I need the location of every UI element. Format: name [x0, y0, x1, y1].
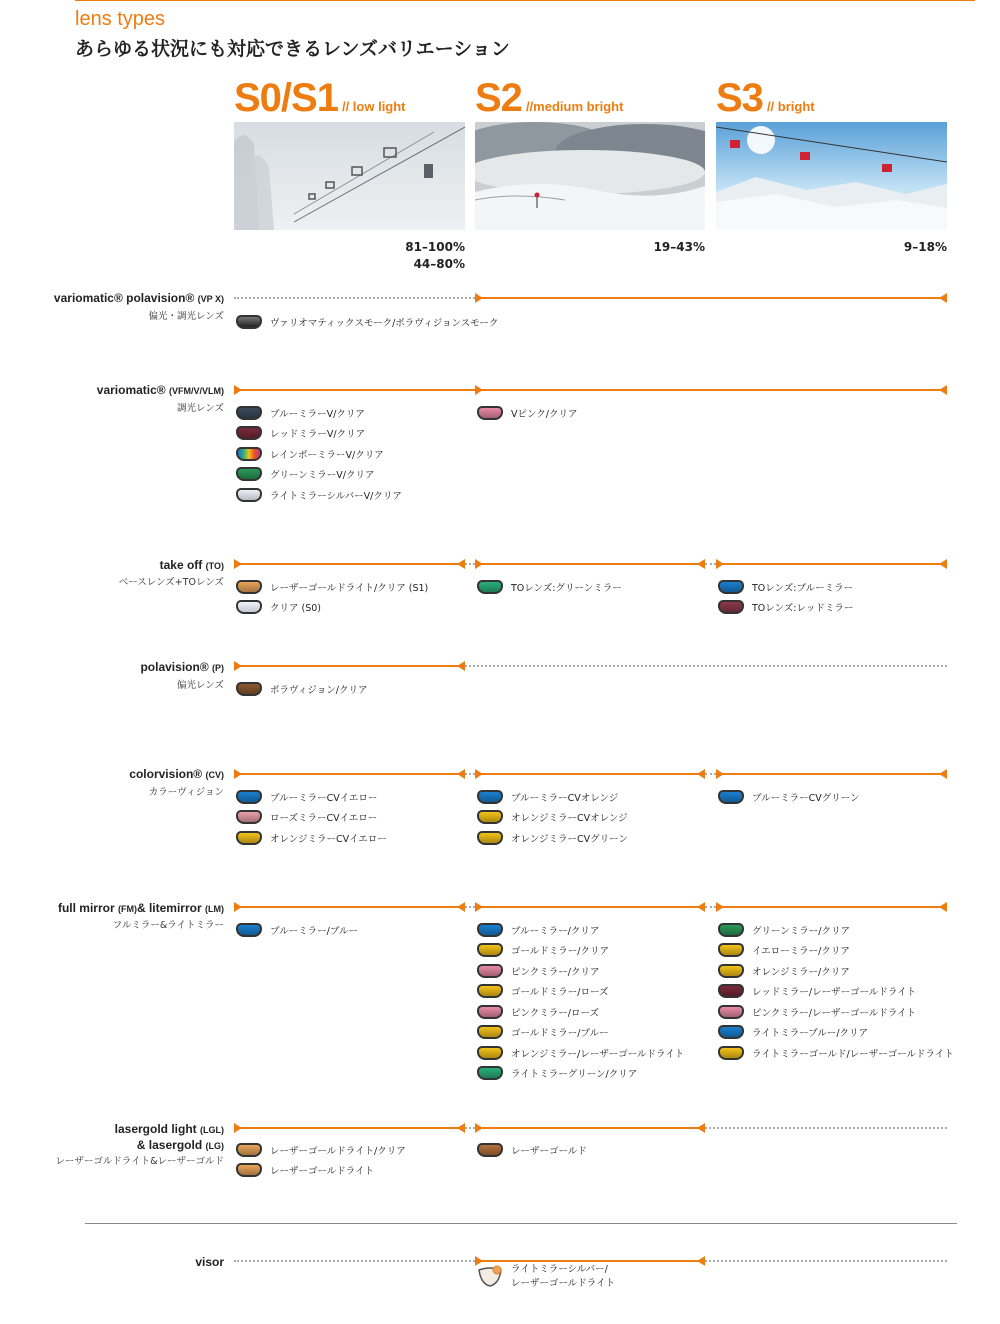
- lens-label: ピンクミラー/クリア: [511, 966, 600, 978]
- lens-label: ブルーミラーCVオレンジ: [511, 792, 619, 804]
- list-lg-s01: [236, 1141, 406, 1182]
- availability-line-takeoff: [465, 563, 475, 565]
- category-s3-percent: [716, 239, 947, 256]
- lens-swatch-icon: [477, 580, 503, 594]
- arrow-left-icon: [457, 1123, 465, 1133]
- arrow-left-icon: [457, 769, 465, 779]
- page-title: あらゆる状況にも対応できるレンズバリエーション: [75, 38, 510, 60]
- lens-swatch-icon: [477, 943, 503, 957]
- row-title-fullmirror: full mirror (FM)& litemirror (LM): [57, 901, 224, 915]
- lens-label: TOレンズ:グリーンミラー: [511, 582, 622, 594]
- lens-swatch-icon: [477, 984, 503, 998]
- lens-item: [477, 829, 628, 846]
- lens-label: オレンジミラー/クリア: [752, 966, 850, 978]
- row-title-colorvision: colorvision® (CV): [129, 767, 224, 781]
- lens-item: [236, 921, 358, 938]
- lens-label: オレンジミラーCVグリーン: [511, 833, 628, 845]
- lens-swatch-icon: [477, 1143, 503, 1157]
- lens-swatch-icon: [477, 831, 503, 845]
- lens-label: レーザーゴールド: [511, 1145, 587, 1157]
- lens-label: レインボーミラーV/クリア: [270, 449, 384, 461]
- lens-label: レーザーゴールドライト/クリア (S1): [270, 582, 429, 594]
- lens-item: [236, 486, 402, 503]
- lens-label: ブルーミラー/クリア: [511, 925, 600, 937]
- category-s3-header: [716, 76, 815, 121]
- lens-item: [477, 809, 628, 826]
- availability-line-colorvision: [475, 773, 705, 775]
- availability-line-variomatic: [234, 389, 947, 391]
- arrow-left-icon: [939, 559, 947, 569]
- list-cv-s01: [236, 788, 387, 850]
- lens-swatch-icon: [236, 488, 262, 502]
- percent-value: 81–100%: [405, 240, 465, 254]
- arrow-right-icon: [716, 559, 724, 569]
- arrow-left-icon: [457, 902, 465, 912]
- percent-value: 9–18%: [903, 240, 947, 254]
- arrow-left-icon: [457, 559, 465, 569]
- availability-line-takeoff: [716, 563, 947, 565]
- lens-item: [477, 578, 622, 595]
- arrow-left-icon: [697, 559, 705, 569]
- lens-swatch-icon: [477, 1046, 503, 1060]
- photo-sunny-chairlift: [716, 122, 947, 230]
- availability-line-polavision: [234, 665, 465, 667]
- arrow-left-icon: [939, 385, 947, 395]
- lens-item: [477, 788, 628, 805]
- lens-swatch-icon: [477, 790, 503, 804]
- list-cv-s3: [718, 788, 860, 809]
- list-visor-s2: [477, 1263, 616, 1289]
- lens-item: [477, 983, 684, 1000]
- lens-label: ライトミラーシルバー/: [511, 1263, 608, 1275]
- lens-item: [236, 829, 387, 846]
- top-rule: [75, 0, 975, 1]
- availability-line-colorvision: [465, 773, 475, 775]
- lens-swatch-icon: [236, 1163, 262, 1177]
- lens-item: [236, 445, 402, 462]
- lens-label: グリーンミラーV/クリア: [270, 470, 375, 481]
- lens-swatch-icon: [718, 1046, 744, 1060]
- arrow-right-icon: [234, 1123, 242, 1133]
- lens-swatch-icon: [477, 1005, 503, 1019]
- availability-line-colorvision: [705, 773, 716, 775]
- lens-item: [718, 962, 954, 979]
- row-title-polavision: polavision® (P): [140, 660, 224, 674]
- lens-swatch-icon: [236, 810, 262, 824]
- list-lg-s2: [477, 1141, 587, 1162]
- lens-label: ライトミラーグリーン/クリア: [511, 1069, 638, 1080]
- lens-label: オレンジミラー/レーザーゴールドライト: [511, 1048, 685, 1060]
- list-vpx-s2: [236, 313, 498, 334]
- visor-lens-icon: [477, 1264, 503, 1290]
- category-s01-percent: [234, 239, 465, 273]
- lens-swatch-icon: [718, 1005, 744, 1019]
- lens-item: [718, 578, 853, 595]
- arrow-left-icon: [939, 293, 947, 303]
- category-label: S3: [716, 76, 763, 120]
- arrow-right-icon: [475, 559, 483, 569]
- lens-item: [477, 1141, 587, 1158]
- category-sub: // low light: [341, 99, 406, 114]
- arrow-right-icon: [475, 385, 483, 395]
- availability-line-colorvision: [234, 773, 465, 775]
- row-jp-fullmirror: フルミラー&ライトミラー: [112, 920, 224, 931]
- row-jp-vpx: 偏光・調光レンズ: [148, 311, 224, 322]
- lens-item: [718, 599, 853, 616]
- lens-swatch-icon: [718, 790, 744, 804]
- lens-label: TOレンズ:レッドミラー: [752, 603, 854, 614]
- category-sub: // bright: [766, 99, 815, 114]
- availability-line-lasergold: [465, 1127, 475, 1129]
- lens-item: [236, 809, 387, 826]
- availability-line-lasergold: [475, 1127, 705, 1129]
- list-fm-s3: [718, 921, 954, 1065]
- arrow-left-icon: [697, 1123, 705, 1133]
- lens-swatch-icon: [236, 923, 262, 937]
- lens-label: レーザーゴールドライト: [270, 1166, 375, 1177]
- lens-item: [236, 1162, 406, 1179]
- lens-item: [477, 921, 684, 938]
- lens-swatch-icon: [236, 426, 262, 440]
- lens-swatch-icon: [236, 682, 262, 696]
- lens-item: [718, 1044, 954, 1061]
- list-fm-s01: [236, 921, 358, 942]
- arrow-left-icon: [939, 769, 947, 779]
- category-s2-percent: [475, 239, 705, 256]
- lens-item: [477, 1044, 684, 1061]
- lens-item: [236, 404, 402, 421]
- list-vario-s01: [236, 404, 402, 507]
- availability-line-fullmirror: [716, 906, 947, 908]
- list-to-s01: [236, 578, 428, 619]
- lens-label: レーザーゴールドライト/クリア: [270, 1145, 406, 1157]
- arrow-right-icon: [234, 385, 242, 395]
- lens-item: [236, 599, 428, 616]
- lens-label: ピンクミラー/レーザーゴールドライト: [752, 1007, 917, 1019]
- lens-label: レッドミラーV/クリア: [270, 429, 366, 440]
- arrow-right-icon: [234, 902, 242, 912]
- lens-item: [477, 1263, 616, 1289]
- lens-swatch-icon: [718, 600, 744, 614]
- lens-swatch-icon: [718, 984, 744, 998]
- row-title-vpx: variomatic® polavision® (VP X): [53, 291, 224, 305]
- row-jp-takeoff: ベースレンズ+TOレンズ: [118, 577, 224, 588]
- lens-label: グリーンミラー/クリア: [752, 925, 851, 937]
- lens-item: [477, 962, 684, 979]
- lens-item: [236, 788, 387, 805]
- lens-swatch-icon: [236, 315, 262, 329]
- lens-swatch-icon: [236, 600, 262, 614]
- arrow-right-icon: [716, 902, 724, 912]
- lens-item: [718, 983, 954, 1000]
- lens-item: [477, 1003, 684, 1020]
- lens-item: [236, 680, 367, 697]
- lens-swatch-icon: [236, 406, 262, 420]
- lens-label: ライトミラーゴールド/レーザーゴールドライト: [752, 1048, 954, 1060]
- lens-label: ブルーミラーCVグリーン: [752, 792, 860, 804]
- arrow-left-icon: [697, 1256, 705, 1266]
- lens-item: [236, 425, 402, 442]
- photo-cloudy-slope: [475, 122, 705, 230]
- list-to-s2: [477, 578, 622, 599]
- lens-item: [236, 466, 402, 483]
- arrow-right-icon: [234, 769, 242, 779]
- row-title-visor: visor: [195, 1255, 224, 1269]
- lens-swatch-icon: [236, 831, 262, 845]
- arrow-right-icon: [234, 559, 242, 569]
- lens-label: ピンクミラー/ローズ: [511, 1007, 600, 1019]
- lens-label: レッドミラー/レーザーゴールドライト: [752, 987, 917, 998]
- lens-item: [236, 578, 428, 595]
- arrow-right-icon: [475, 902, 483, 912]
- arrow-right-icon: [716, 769, 724, 779]
- arrow-left-icon: [697, 902, 705, 912]
- availability-line-visor: [705, 1260, 947, 1262]
- lens-label: Vピンク/クリア: [511, 408, 578, 420]
- list-cv-s2: [477, 788, 628, 850]
- lens-swatch-icon: [477, 923, 503, 937]
- list-fm-s2: [477, 921, 684, 1085]
- lens-swatch-icon: [718, 943, 744, 957]
- english-title: lens types: [75, 8, 166, 30]
- arrow-right-icon: [475, 769, 483, 779]
- availability-line-takeoff: [475, 563, 705, 565]
- availability-line-fullmirror: [234, 906, 465, 908]
- lens-swatch-icon: [236, 447, 262, 461]
- row-title-takeoff: take off (TO): [159, 558, 224, 572]
- category-label: S2: [475, 76, 522, 120]
- category-sub: //medium bright: [525, 99, 624, 114]
- lens-item: [236, 313, 498, 330]
- lens-label: ブルーミラーCVイエロー: [270, 792, 378, 804]
- lens-item: [477, 404, 578, 421]
- lens-label: ライトミラーシルバーV/クリア: [270, 490, 402, 502]
- list-p-s01: [236, 680, 367, 701]
- lens-label: ブルーミラー/ブルー: [270, 925, 358, 937]
- availability-line-takeoff: [234, 563, 465, 565]
- arrow-left-icon: [457, 661, 465, 671]
- lens-swatch-icon: [477, 810, 503, 824]
- lens-label: オレンジミラーCVオレンジ: [511, 813, 628, 824]
- lens-item: [477, 1024, 684, 1041]
- lens-swatch-icon: [718, 923, 744, 937]
- lens-item: [236, 1141, 406, 1158]
- row-title-lasergold-2: & lasergold (LG): [136, 1138, 224, 1152]
- lens-item: [718, 942, 954, 959]
- lens-label: ゴールドミラー/ローズ: [511, 987, 609, 998]
- category-s01-header: [234, 76, 406, 121]
- lens-swatch-icon: [236, 1143, 262, 1157]
- category-s2-header: [475, 76, 623, 121]
- availability-line-polavision: [465, 665, 947, 667]
- lens-swatch-icon: [477, 1066, 503, 1080]
- lens-label: クリア (S0): [270, 603, 322, 614]
- availability-line-fullmirror: [465, 906, 475, 908]
- lens-label: オレンジミラーCVイエロー: [270, 833, 387, 845]
- lens-label: ローズミラーCVイエロー: [270, 813, 378, 824]
- row-jp-variomatic: 調光レンズ: [177, 403, 224, 414]
- lens-label: ゴールドミラー/ブルー: [511, 1028, 609, 1039]
- availability-line-lasergold: [705, 1127, 947, 1129]
- lens-label: ライトミラーブルー/クリア: [752, 1028, 869, 1039]
- category-label: S0/S1: [234, 76, 338, 120]
- lens-item: [477, 1065, 684, 1082]
- photo-foggy-chairlift: [234, 122, 465, 230]
- arrow-left-icon: [939, 902, 947, 912]
- arrow-left-icon: [697, 769, 705, 779]
- lens-swatch-icon: [236, 467, 262, 481]
- lens-label: ブルーミラーV/クリア: [270, 408, 365, 420]
- lens-label: イエローミラー/クリア: [752, 946, 850, 957]
- lens-item: [477, 942, 684, 959]
- availability-line-vpx: [475, 297, 947, 299]
- row-jp-lasergold: レーザーゴルドライト&レーザーゴルド: [55, 1156, 224, 1167]
- lens-swatch-icon: [718, 580, 744, 594]
- section-divider: [85, 1223, 957, 1224]
- lens-swatch-icon: [477, 1025, 503, 1039]
- lens-swatch-icon: [477, 406, 503, 420]
- lens-item: [718, 921, 954, 938]
- arrow-right-icon: [234, 661, 242, 671]
- lens-label: TOレンズ:ブルーミラー: [752, 582, 854, 594]
- lens-swatch-icon: [718, 1025, 744, 1039]
- lens-item: [718, 1003, 954, 1020]
- list-to-s3: [718, 578, 853, 619]
- lens-label: ゴールドミラー/クリア: [511, 946, 610, 957]
- lens-item: [718, 1024, 954, 1041]
- availability-line-visor: [234, 1260, 475, 1262]
- row-jp-colorvision: カラーヴィジョン: [148, 787, 224, 798]
- lens-swatch-icon: [718, 964, 744, 978]
- availability-line-fullmirror: [475, 906, 705, 908]
- availability-line-vpx: [234, 297, 475, 299]
- availability-line-fullmirror: [705, 906, 716, 908]
- percent-value: 44–80%: [413, 257, 465, 271]
- lens-swatch-icon: [477, 964, 503, 978]
- row-title-lasergold: lasergold light (LGL): [114, 1122, 224, 1136]
- lens-label: ヴァリオマティックスモーク/ポラヴィジョンスモーク: [270, 317, 499, 329]
- lens-swatch-icon: [236, 790, 262, 804]
- lens-label: ポラヴィジョン/クリア: [270, 684, 368, 696]
- lens-swatch-icon: [236, 580, 262, 594]
- row-jp-polavision: 偏光レンズ: [177, 680, 224, 691]
- availability-line-colorvision: [716, 773, 947, 775]
- availability-line-takeoff: [705, 563, 716, 565]
- lens-label: レーザーゴールドライト: [511, 1277, 616, 1289]
- lens-item: [718, 788, 860, 805]
- availability-line-lasergold: [234, 1127, 465, 1129]
- arrow-right-icon: [475, 293, 483, 303]
- percent-value: 19–43%: [653, 240, 705, 254]
- row-title-variomatic: variomatic® (VFM/V/VLM): [96, 383, 224, 397]
- arrow-right-icon: [475, 1123, 483, 1133]
- list-vario-s2: [477, 404, 578, 425]
